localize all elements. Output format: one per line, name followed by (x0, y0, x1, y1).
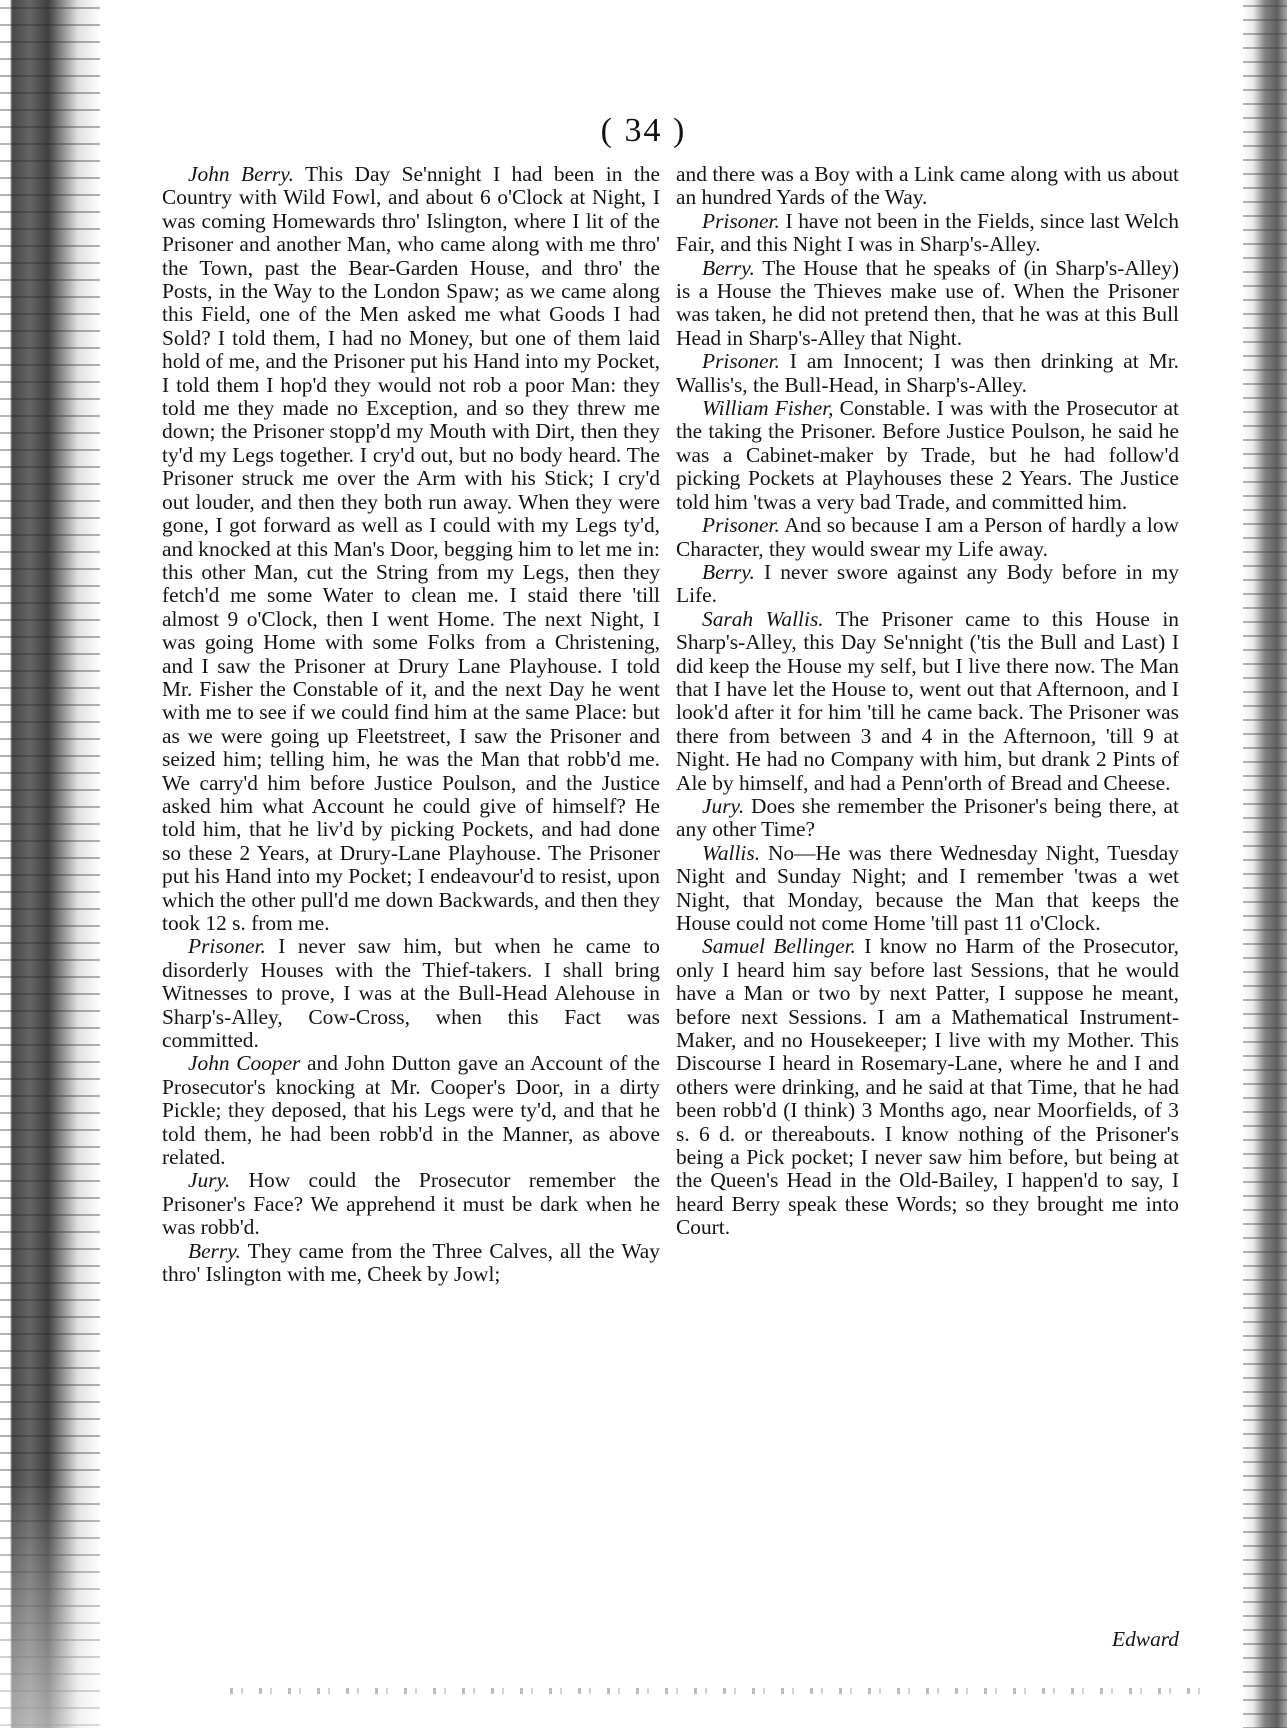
speaker-name: Berry. (188, 1238, 241, 1263)
speaker-name: Jury. (188, 1168, 231, 1193)
speaker-name: Prisoner. (702, 208, 780, 233)
paragraph-text: Constable. I was with the Prosecutor at the taking the Prisoner. Before Justice Poulson, he said he was a Cabinet-maker by Trade, but he had follow'd picking Pockets at Playhouses these 2 Years. The Justice told him 'twas a very bad Trade, and committed him. (676, 396, 1179, 514)
paragraph-text: I never saw him, but when he came to disorderly Houses with the Thief-takers. I shall bring Witnesses to prove, I was at the Bull-Head Alehouse in Sharp's-Alley, Cow-Cross, when this Fact was committed. (162, 934, 660, 1053)
paragraph-text: No—He was there Wednesday Night, Tuesday Night and Sunday Night; and I remember 'twas a wet Night, that Monday, because the Man that keeps the House could not come Home 'till past 11 o'Clock. (676, 840, 1179, 935)
page-number: ( 34 ) (600, 112, 687, 149)
scan-noise-bottom (230, 1688, 1210, 1694)
speaker-name: Berry. (702, 255, 755, 280)
paragraph-text: Does she remember the Prisoner's being there, at any other Time? (676, 793, 1179, 842)
paragraph-text: The Prisoner came to this House in Sharp's-Alley, this Day Se'nnight ('tis the Bull and Last) I did keep the House my self, but I live there now. The Man that I have let the House to, went out that Afternoon, and I look'd after it for him 'till he came back. The Prisoner was there from between 3 and 4 in the Afternoon, 'till 9 at Night. He had no Company with him, but drank 2 Pints of Ale by himself, and had a Penn'orth of Bread and Cheese. (676, 606, 1179, 795)
speaker-name: Sarah Wallis. (702, 606, 824, 631)
paragraph (162, 1240, 660, 1287)
paragraph-text: I know no Harm of the Prosecutor, only I heard him say before last Sessions, that he would have a Man or two by next Patter, I suppose he meant, before next Sessions. I am a Mathematical Instrument-Maker, and no Housekeeper; I live with my Mother. This Discourse I heard in Rosemary-Lane, where he and I and others were drinking, and he said at that Time, that he had been robb'd (I think) 3 Months ago, near Moorfields, of 3 s. 6 d. or thereabouts. I know nothing of the Prisoner's being a Pick pocket; I never saw him before, but being at the Queen's Head in the Old-Bailey, I happen'd to say, I heard Berry speak these Words; so they brought me into Court. (676, 934, 1179, 1240)
scan-shadow-right (1243, 0, 1287, 1728)
scan-shadow-left (0, 0, 100, 1728)
paragraph (676, 257, 1179, 351)
paragraph-text: They came from the Three Calves, all the Way thro' Islington with me, Cheek by Jowl; (162, 1238, 660, 1287)
paragraph-text: and John Dutton gave an Account of the Prosecutor's knocking at Mr. Cooper's Door, in a dirty Pickle; they deposed, that his Legs were ty'd, and that he told them, he had been robb'd in the Manner, as above related. (162, 1051, 660, 1170)
speaker-name: Wallis. (702, 840, 761, 865)
paragraph (676, 842, 1179, 936)
paragraph (676, 210, 1179, 257)
speaker-name: Prisoner. (702, 513, 780, 538)
paragraph-text: This Day Se'nnight I had been in the Country with Wild Fowl, and about 6 o'Clock at Night, I was coming Homewards thro' Islington, where I lit of the Prisoner and another Man, who came along with me thro' the Town, past the Bear-Garden House, and thro' the Posts, in the Way to the London Spaw; as we came along this Field, one of the Men asked me what Goods I had Sold? I told them, I had no Money, but one of them laid hold of me, and the Prisoner put his Hand into my Pocket, I told them I hop'd they would not rob a poor Man: they told me they made no Exception, and so they threw me down; the Prisoner stopp'd my Mouth with Dirt, then they ty'd my Legs together. I cry'd out, but no body heard. The Prisoner struck me over the Arm with his Stick; I cry'd out louder, and then they both run away. When they were gone, I got forward as well as I could with my Legs ty'd, and knocked at this Man's Door, begging him to let me in: this other Man, cut the String from my Legs, then they fetch'd me some Water to clean me. I staid there 'till almost 9 o'Clock, then I went Home. The next Night, I was going Home with some Folks from a Christening, and I saw the Prisoner at Drury Lane Playhouse. I told Mr. Fisher the Constable of it, and the next Day he went with me to see if we could find him at the same Place: but as we were going up Fleetstreet, I saw the Prisoner and seized him; telling him, he was the Man that robb'd me. We carry'd him before Justice Poulson, and the Justice asked him what Account he could give of himself? He told him, that he liv'd by picking Pockets, and had done so these 2 Years, at Drury-Lane Playhouse. The Prisoner put his Hand into my Pocket; I endeavour'd to resist, upon which the other pull'd me down Backwards, and then they took 12 s. from me. (162, 162, 660, 935)
speaker-name: Prisoner. (188, 934, 266, 959)
speaker-name: Prisoner. (702, 349, 780, 374)
right-column (676, 163, 1179, 1240)
paragraph-text: I have not been in the Fields, since last Welch Fair, and this Night I was in Sharp's-Alley. (676, 208, 1179, 257)
left-column (162, 163, 660, 1287)
speaker-name: Jury. (702, 793, 745, 818)
speaker-name: Berry. (702, 559, 755, 584)
paragraph-text: I never swore against any Body before in my Life. (676, 559, 1179, 608)
paragraph (676, 608, 1179, 795)
paragraph (162, 1052, 660, 1169)
speaker-name: John Berry. (188, 162, 294, 186)
paragraph-text: How could the Prosecutor remember the Prisoner's Face? We apprehend it must be dark when he was robb'd. (162, 1168, 660, 1240)
paragraph (676, 514, 1179, 561)
speaker-name: William Fisher, (702, 396, 834, 421)
paragraph-text: And so because I am a Person of hardly a low Character, they would swear my Life away. (676, 513, 1179, 561)
paragraph (676, 795, 1179, 842)
scan-shadow-left-fade (0, 1480, 100, 1728)
paragraph-text: I am Innocent; I was then drinking at Mr. Wallis's, the Bull-Head, in Sharp's-Alley. (676, 349, 1179, 397)
speaker-name: Samuel Bellinger. (702, 934, 856, 959)
paragraph-continued (676, 163, 1179, 210)
catchword: Edward (1112, 1627, 1179, 1651)
paragraph (162, 163, 660, 935)
paragraph (162, 1169, 660, 1239)
paragraph-text: The House that he speaks of (in Sharp's-Alley) is a House the Thieves make use of. When the Prisoner was taken, he did not pretend then, that he was at this Bull Head in Sharp's-Alley that Night. (676, 255, 1179, 350)
paragraph-text: and there was a Boy with a Link came along with us about an hundred Yards of the Way. (676, 162, 1179, 210)
paragraph (676, 350, 1179, 397)
paragraph (676, 935, 1179, 1239)
paragraph (676, 397, 1179, 514)
speaker-name: John Cooper (188, 1051, 301, 1076)
paragraph (676, 561, 1179, 608)
paragraph (162, 935, 660, 1052)
